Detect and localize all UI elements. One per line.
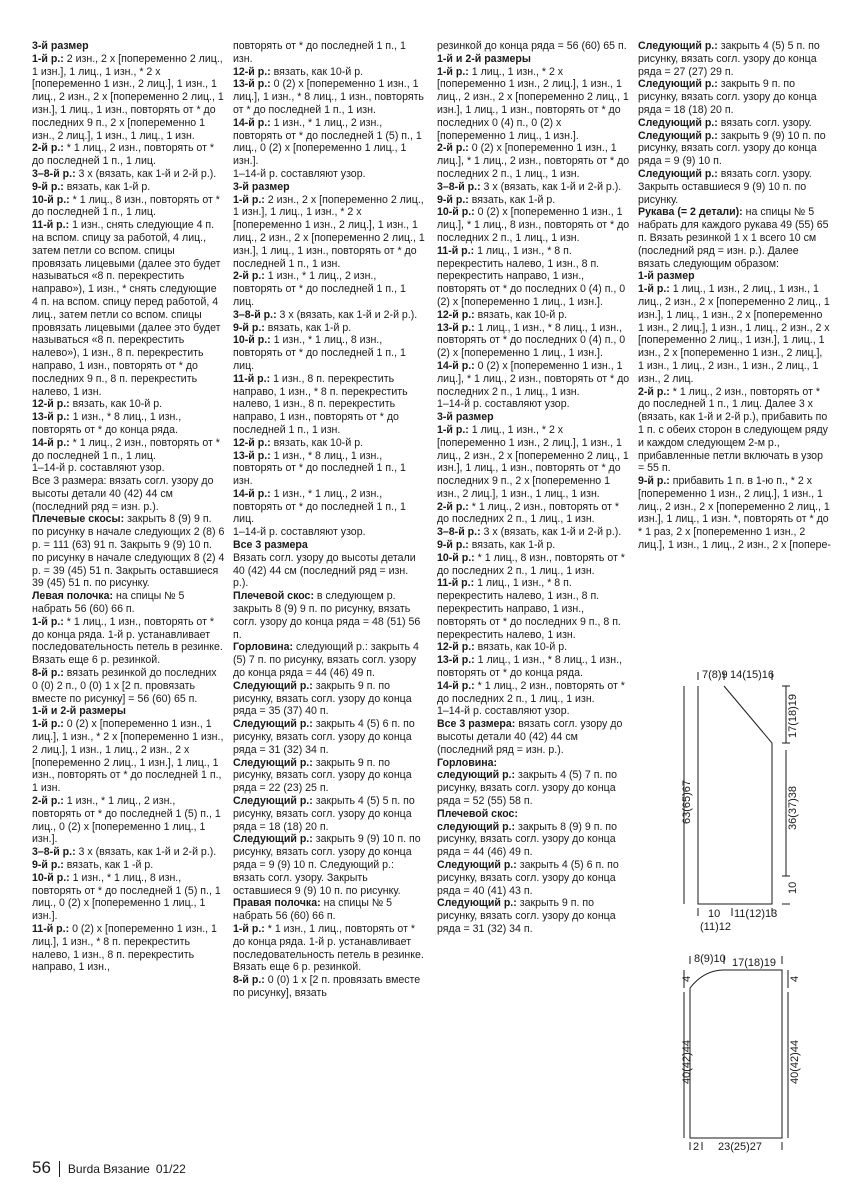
paragraph bbox=[437, 411, 630, 424]
instruction-text: 0 (2) х [попеременно 1 изн., 1 лиц.], 1 изн., * 2 х [попеременно 1 изн., 2 лиц.], 1 изн., 1 лиц., 2 изн., 2 х [попеременно 2 лиц., 1 изн.], 1 лиц., 1 изн., повторять от * до последней 1 п., 1 изн. bbox=[32, 718, 224, 795]
section-heading: 1-й и 2-й размеры bbox=[32, 705, 126, 718]
sleeve-label-height-left: 40(42)44 bbox=[681, 1039, 693, 1084]
paragraph bbox=[437, 53, 630, 66]
instruction-text: на спицы № 5 набрать 56 (60) 66 п. bbox=[32, 590, 185, 616]
paragraph bbox=[437, 552, 630, 578]
paragraph bbox=[437, 859, 630, 897]
row-label: Следующий р.: bbox=[638, 40, 718, 52]
paragraph bbox=[638, 270, 831, 283]
instruction-text: вязать, как 1-й р. bbox=[264, 321, 352, 334]
sleeve-svg bbox=[674, 948, 834, 1164]
row-label: 14-й р.: bbox=[233, 487, 271, 500]
instruction-text: 1 лиц., 1 изн., * 8 лиц., 1 изн., повторять от * до конца ряда. bbox=[437, 654, 623, 680]
paragraph bbox=[437, 206, 630, 244]
row-label: Плечевые скосы: bbox=[32, 513, 125, 526]
paragraph bbox=[437, 757, 630, 770]
paragraph bbox=[32, 437, 225, 463]
paragraph bbox=[233, 437, 426, 450]
instruction-text: 3 х (вязать, как 1-й и 2-й р.). bbox=[480, 180, 622, 193]
paragraph bbox=[437, 424, 630, 501]
row-label: 13-й р.: bbox=[233, 449, 271, 462]
row-label: 9-й р.: bbox=[32, 859, 64, 871]
paragraph bbox=[32, 590, 225, 616]
paragraph bbox=[437, 539, 630, 552]
instruction-text: закрыть 9 п. по рисунку, вязать согл. узору до конца ряда = 18 (18) 20 п. bbox=[638, 78, 817, 116]
row-label: Плечевой скос: bbox=[233, 590, 314, 603]
instruction-text: вязать, как 1-й р. bbox=[468, 539, 556, 552]
row-label: Следующий р.: bbox=[233, 679, 313, 692]
instruction-text: закрыть 9 п. по рисунку, вязать согл. узору до конца ряда = 31 (32) 34 п. bbox=[437, 897, 616, 935]
paragraph bbox=[233, 526, 426, 539]
paragraph bbox=[233, 488, 426, 526]
sleeve-label-cap-left: 4 bbox=[681, 975, 693, 982]
paragraph bbox=[233, 897, 426, 923]
row-label: следующий р.: bbox=[437, 820, 516, 833]
row-label: Правая полочка: bbox=[233, 897, 321, 910]
paragraph bbox=[233, 833, 426, 897]
paragraph bbox=[233, 795, 426, 833]
paragraph bbox=[437, 40, 630, 53]
row-label: Следующий р.: bbox=[638, 167, 718, 180]
paragraph bbox=[233, 552, 426, 590]
paragraph bbox=[638, 386, 831, 476]
row-label: 13-й р.: bbox=[233, 78, 271, 91]
row-label: 1-й р.: bbox=[32, 615, 64, 628]
row-label: 10-й р.: bbox=[437, 206, 475, 219]
row-label: Все 3 размера: bbox=[437, 718, 516, 731]
instruction-text: вязать согл. узору. bbox=[717, 116, 812, 129]
row-label: Левая полочка: bbox=[32, 590, 113, 603]
instruction-text: 1 лиц., 1 изн., * 8 п. перекрестить налево, 1 изн., 8 п. перекрестить направо, 1 изн., повторять от * до последних 9 п., 8 п. перекрестить налево, 1 изн. bbox=[437, 577, 621, 641]
instruction-text: резинкой до конца ряда = 56 (60) 65 п. bbox=[437, 40, 627, 52]
instruction-text: 1 лиц., 1 изн., * 2 х [попеременно 1 изн., 2 лиц.], 1 изн., 1 лиц., 2 изн., 2 х [попеременно 2 лиц., 1 изн.], 1 лиц., 1 изн., повторять от * до последних 9 п., 2 х [попеременно 1 изн., 2 лиц.], 1 изн., 1 лиц., 1 изн. bbox=[437, 423, 629, 500]
sleeve-diagram bbox=[674, 948, 834, 1164]
row-label: 3–8-й р.: bbox=[233, 308, 277, 321]
row-label: 11-й р.: bbox=[437, 577, 475, 590]
row-label: 12-й р.: bbox=[437, 641, 475, 654]
instruction-text: 1 лиц., 1 изн., 2 лиц., 1 изн., 1 лиц., 2 изн., 2 х [попеременно 2 лиц., 1 изн.], 1 лиц., 1 изн., 2 х [попеременно 1 изн., 2 лиц.], 1 изн., 1 лиц., 2 изн., 2 х [попеременно 2 лиц., 1 изн.], 1 лиц., 1 изн., 2 х [попеременно 1 изн., 2 лиц.], 1 изн., 1 лиц., 2 изн., 1 изн., 2 лиц., 1 изн., 2 лиц. bbox=[638, 283, 830, 385]
paragraph bbox=[233, 309, 426, 322]
row-label: 1-й р.: bbox=[437, 65, 469, 78]
row-label: 1-й р.: bbox=[32, 52, 64, 65]
instruction-text: 1–14-й р. составляют узор. bbox=[32, 462, 165, 475]
instruction-text: 1 лиц., 1 изн., * 2 х [попеременно 1 изн., 2 лиц.], 1 изн., 1 лиц., 2 изн., 2 х [попеременно 2 лиц., 1 изн.], 1 лиц., 1 изн., повторять от * до последних 0 (4) п., 0 (2) х [попеременно 1 лиц., 1 изн.]. bbox=[437, 65, 629, 142]
paragraph bbox=[638, 117, 831, 130]
row-label: 8-й р.: bbox=[233, 974, 265, 987]
front-label-shoulder: 17(18)19 bbox=[787, 693, 799, 738]
sleeve-label-top-a: 8(9)10 bbox=[694, 953, 726, 965]
front-label-bottom-a: 10 bbox=[708, 908, 721, 920]
sleeve-label-bottom-a: 2 bbox=[693, 1141, 700, 1153]
text-column-2 bbox=[233, 40, 426, 1000]
row-label: Горловина: bbox=[233, 641, 294, 654]
paragraph bbox=[437, 769, 630, 807]
instruction-text: * 1 лиц., 2 изн., повторять от * до последних 2 п., 1 лиц., 1 изн. bbox=[437, 679, 625, 705]
instruction-text: закрыть 4 (5) 7 п. по рисунку, вязать согл. узору до конца ряда = 52 (55) 58 п. bbox=[437, 769, 617, 808]
row-label: 3–8-й р.: bbox=[437, 180, 481, 193]
instruction-text: закрыть 4 (5) 5 п. по рисунку, вязать согл. узору до конца ряда = 27 (27) 29 п. bbox=[638, 40, 820, 78]
section-heading: 3-й размер bbox=[32, 40, 89, 52]
instruction-text: * 1 лиц., 8 изн., повторять от * до последней 1 п., 1 лиц. bbox=[32, 193, 220, 219]
paragraph bbox=[32, 194, 225, 220]
instruction-text: Вязать согл. узору до высоты детали 40 (42) 44 см (последний ряд = изн. р.). bbox=[233, 551, 416, 590]
row-label: Следующий р.: bbox=[638, 116, 718, 129]
row-label: 1-й р.: bbox=[233, 922, 265, 935]
paragraph bbox=[437, 309, 630, 322]
instruction-text: * 1 лиц., 8 изн., повторять от * до последних 2 п., 1 лиц., 1 изн. bbox=[437, 551, 625, 577]
row-label: 9-й р.: bbox=[233, 321, 265, 334]
front-label-top-b: 14(15)16 bbox=[730, 669, 775, 681]
instruction-text: 3 х (вязать, как 1-й и 2-й р.). bbox=[480, 526, 622, 539]
row-label: 3–8-й р.: bbox=[32, 846, 76, 859]
page-number: 56 bbox=[32, 1158, 51, 1177]
instruction-text: * 1 лиц., 2 изн., повторять от * до последней 1 п., 1 лиц. Далее 3 х (вязать, как 1-й и 2-й р.), прибавить по 1 п. с обеих сторон в следующем ряду и каждом следующем 2-м р., прибавленные петли включать в узор = 55 п. bbox=[638, 385, 828, 475]
paragraph bbox=[233, 373, 426, 437]
paragraph bbox=[437, 641, 630, 654]
row-label: 11-й р.: bbox=[233, 372, 271, 385]
instruction-text: 0 (2) х [попеременно 1 изн., 1 лиц.], * 1 лиц., 2 изн., повторять от * до последних 2 п., 1 лиц., 1 изн. bbox=[437, 359, 630, 398]
instruction-text: 1 изн., * 8 лиц., 1 изн., повторять от * до последней 1 п., 1 изн. bbox=[233, 449, 406, 488]
row-label: Следующий р.: bbox=[437, 859, 517, 871]
row-label: 10-й р.: bbox=[32, 871, 70, 884]
instruction-text: закрыть 9 п. по рисунку, вязать согл. узору до конца ряда = 22 (23) 25 п. bbox=[233, 756, 412, 795]
row-label: Следующий р.: bbox=[638, 129, 718, 142]
front-label-bottom-c: (11)12 bbox=[700, 921, 731, 933]
paragraph bbox=[437, 245, 630, 309]
paragraph bbox=[437, 194, 630, 207]
row-label: 1-й р.: bbox=[32, 718, 64, 731]
instruction-text: 1 изн., 8 п. перекрестить направо, 1 изн., * 8 п. перекрестить налево, 1 изн., 8 п. перекрестить направо, 1 изн., повторять от * до последней 1 п., 1 изн. bbox=[233, 372, 408, 436]
instruction-text: вязать, как 1-й р. bbox=[63, 180, 151, 193]
paragraph bbox=[638, 130, 831, 168]
paragraph bbox=[233, 181, 426, 194]
row-label: Следующий р.: bbox=[233, 718, 313, 731]
row-label: 2-й р.: bbox=[638, 385, 670, 398]
paragraph bbox=[233, 590, 426, 641]
instruction-text: вязать резинкой до последних 0 (0) 2 п., 0 (0) 1 х [2 п. провязать вместе по рисунку] = 56 (60) 65 п. bbox=[32, 667, 217, 705]
paragraph bbox=[32, 795, 225, 846]
sleeve-outline bbox=[690, 970, 782, 1138]
instruction-text: 3 х (вязать, как 1-й и 2-й р.). bbox=[75, 167, 217, 180]
paragraph bbox=[437, 718, 630, 756]
instruction-text: 2 изн., 2 х [попеременно 2 лиц., 1 изн.], 1 лиц., 1 изн., * 2 х [попеременно 1 изн., 2 лиц.], 1 изн., 1 лиц., 2 изн., 2 х [попеременно 2 лиц., 1 изн.], 1 лиц., 1 изн., повторять от * до последних 9 п., 2 х [попеременно 1 изн., 2 лиц.], 1 изн., 1 лиц., 1 изн. bbox=[32, 52, 224, 142]
instruction-text: вязать, как 10-й р. bbox=[474, 641, 568, 654]
instruction-text: 1–14-й р. составляют узор. bbox=[437, 705, 570, 718]
paragraph bbox=[32, 411, 225, 437]
instruction-text: * 1 изн., 1 лиц., повторять от * до конца ряда. 1-й р. устанавливает последовательность петель в резинке. Вязать еще 6 р. резинкой. bbox=[233, 922, 424, 974]
instruction-text: 1 изн., * 1 лиц., 2 изн., повторять от * до последней 1 п., 1 лиц. bbox=[233, 487, 406, 526]
row-label: 10-й р.: bbox=[233, 334, 271, 347]
paragraph bbox=[437, 577, 630, 641]
instruction-text: 1 изн., * 8 лиц., 1 изн., повторять от * до конца ряда. bbox=[32, 411, 182, 436]
instruction-text: вязать, как 10-й р. bbox=[270, 436, 364, 449]
paragraph bbox=[437, 680, 630, 706]
instruction-text: закрыть 4 (5) 5 п. по рисунку, вязать согл. узору до конца ряда = 18 (18) 20 п. bbox=[233, 795, 415, 833]
instruction-text: вязать, как 10-й р. bbox=[270, 65, 364, 78]
section-heading: 3-й размер bbox=[233, 180, 290, 193]
paragraph bbox=[32, 181, 225, 194]
row-label: 9-й р.: bbox=[32, 180, 64, 193]
section-heading: Горловина: bbox=[437, 756, 498, 769]
instruction-text: * 1 лиц., 2 изн., повторять от * до последней 1 п., 1 лиц. bbox=[32, 436, 220, 462]
instruction-text: 0 (2) х [попеременно 1 изн., 1 лиц.], * 1 лиц., 8 изн., повторять от * до последних 2 п., 1 лиц., 1 изн. bbox=[437, 206, 630, 244]
row-label: 12-й р.: bbox=[437, 308, 475, 321]
sleeve-label-height-right: 40(42)44 bbox=[789, 1039, 801, 1084]
paragraph bbox=[32, 398, 225, 411]
paragraph bbox=[437, 322, 630, 360]
instruction-text: вязать, как 10-й р. bbox=[474, 308, 568, 321]
row-label: 12-й р.: bbox=[233, 65, 271, 78]
instruction-text: 3 х (вязать, как 1-й и 2-й р.). bbox=[75, 846, 217, 859]
row-label: 13-й р.: bbox=[32, 411, 70, 424]
row-label: 11-й р.: bbox=[437, 244, 475, 257]
instruction-text: повторять от * до последней 1 п., 1 изн. bbox=[233, 40, 406, 65]
paragraph bbox=[32, 142, 225, 168]
paragraph bbox=[32, 616, 225, 667]
paragraph bbox=[233, 641, 426, 679]
paragraph bbox=[638, 206, 831, 270]
instruction-text: 1–14-й р. составляют узор. bbox=[437, 398, 570, 411]
row-label: Следующий р.: bbox=[638, 78, 718, 91]
paragraph bbox=[233, 450, 426, 488]
row-label: 2-й р.: bbox=[233, 270, 265, 283]
text-column-1 bbox=[32, 40, 225, 974]
row-label: 8-й р.: bbox=[32, 667, 64, 680]
paragraph bbox=[32, 846, 225, 859]
page-footer bbox=[32, 1158, 186, 1180]
row-label: 1-й р.: bbox=[638, 283, 670, 296]
paragraph bbox=[233, 270, 426, 308]
instruction-text: закрыть 9 (9) 10 п. по рисунку, вязать согл. узору до конца ряда = 9 (9) 10 п. bbox=[638, 129, 826, 168]
paragraph bbox=[437, 526, 630, 539]
front-label-bottom-b: 11(12)13 bbox=[734, 908, 778, 920]
paragraph bbox=[32, 667, 225, 705]
issue-number: 01/22 bbox=[155, 1162, 186, 1176]
sleeve-label-top-b: 17(18)19 bbox=[732, 957, 777, 969]
row-label: 1-й р.: bbox=[233, 193, 265, 206]
row-label: 9-й р.: bbox=[638, 475, 670, 488]
sleeve-label-bottom-b: 23(25)27 bbox=[718, 1141, 763, 1153]
instruction-text: прибавить 1 п. в 1-ю п., * 2 х [попеременно 1 изн., 2 лиц.], 1 изн., 1 лиц., 2 изн., 2 х [попеременно 2 лиц., 1 изн.], 1 лиц., 1 изн. *, повторять от * до * 1 раз, 2 х [попеременно 1 изн., 2 лиц.], 1 изн., 1 лиц., 2 изн., 2 х [попере- bbox=[638, 475, 831, 552]
instruction-text: 0 (2) х [попеременно 1 изн., 1 лиц.], 1 изн., * 8 лиц., 1 изн., повторять от * до последней 1 п., 1 изн. bbox=[233, 78, 424, 116]
instruction-text: 1 изн., * 1 лиц., 8 изн., повторять от * до последней 1 (5) п., 1 лиц., 0 (2) х [попеременно 1 лиц., 1 изн.]. bbox=[32, 871, 221, 923]
instruction-text: 1 изн., * 1 лиц., 2 изн., повторять от * до последней 1 (5) п., 1 лиц., 0 (2) х [попеременно 1 лиц., 1 изн.]. bbox=[32, 795, 221, 846]
paragraph bbox=[233, 923, 426, 974]
row-label: 12-й р.: bbox=[32, 398, 70, 411]
instruction-text: закрыть 4 (5) 6 п. по рисунку, вязать согл. узору до конца ряда = 31 (32) 34 п. bbox=[233, 718, 415, 756]
instruction-text: 0 (2) х [попеременно 1 изн., 1 лиц.], 1 изн., * 8 п. перекрестить налево, 1 изн., 8 п. перекрестить направо, 1 изн., bbox=[32, 922, 217, 974]
paragraph bbox=[437, 808, 630, 821]
instruction-text: 1 лиц., 1 изн., * 8 п. перекрестить налево, 1 изн., 8 п. перекрестить направо, 1 изн., повторять от * до последних 0 (4) п., 0 (2) х [попеременно 1 лиц., 1 изн.]. bbox=[437, 244, 626, 308]
row-label: 13-й р.: bbox=[437, 654, 475, 667]
paragraph bbox=[233, 757, 426, 795]
instruction-text: * 1 лиц., 2 изн., повторять от * до последней 1 п., 1 лиц. bbox=[32, 142, 215, 168]
instruction-text: 0 (0) 1 х [2 п. провязать вместе по рисунку], вязать bbox=[233, 974, 421, 999]
row-label: 14-й р.: bbox=[233, 116, 271, 129]
instruction-text: 1 изн., * 1 лиц., 8 изн., повторять от * до последней 1 п., 1 лиц. bbox=[233, 334, 406, 372]
instruction-text: 3 х (вязать, как 1-й и 2-й р.). bbox=[276, 308, 418, 321]
instruction-text: 1 изн., * 1 лиц., 2 изн., повторять от * до последней 1 п., 1 лиц. bbox=[233, 270, 406, 308]
front-piece-diagram bbox=[674, 664, 834, 933]
front-label-side-height: 36(37)38 bbox=[787, 785, 799, 830]
footer-divider bbox=[59, 1161, 60, 1177]
paragraph bbox=[233, 334, 426, 372]
row-label: 2-й р.: bbox=[437, 500, 469, 513]
paragraph bbox=[437, 360, 630, 398]
paragraph bbox=[437, 501, 630, 527]
paragraph bbox=[437, 142, 630, 180]
paragraph bbox=[638, 283, 831, 385]
paragraph bbox=[233, 66, 426, 79]
instruction-text: 1–14-й р. составляют узор. bbox=[233, 167, 366, 180]
section-heading: 1-й размер bbox=[638, 270, 695, 283]
row-label: 9-й р.: bbox=[437, 539, 469, 552]
paragraph bbox=[233, 322, 426, 335]
row-label: 14-й р.: bbox=[437, 679, 475, 692]
text-column-4 bbox=[638, 40, 831, 552]
paragraph bbox=[437, 897, 630, 935]
row-label: 3–8-й р.: bbox=[32, 167, 76, 180]
row-label: 14-й р.: bbox=[32, 436, 70, 449]
row-label: 12-й р.: bbox=[233, 436, 271, 449]
row-label: 10-й р.: bbox=[32, 193, 70, 206]
front-piece-outline bbox=[698, 686, 772, 904]
section-heading: 3-й размер bbox=[437, 411, 494, 424]
paragraph bbox=[32, 462, 225, 475]
paragraph bbox=[233, 78, 426, 116]
paragraph bbox=[233, 718, 426, 756]
row-label: 2-й р.: bbox=[32, 795, 64, 808]
paragraph bbox=[437, 705, 630, 718]
paragraph bbox=[233, 40, 426, 66]
instruction-text: на спицы № 5 набрать для каждого рукава 49 (55) 65 п. Вязать резинкой 1 х 1 всего 10 см (последний ряд = изн. р.). Далее вязать следующим образом: bbox=[638, 206, 829, 270]
row-label: 13-й р.: bbox=[437, 321, 475, 334]
instruction-text: закрыть 8 (9) 9 п. по рисунку в начале следующих 2 (8) 6 р. = 111 (63) 91 п. Закрыть 9 (9) 10 п. по рисунку в начале следующих 8 (2) 4 р. = 39 (45) 51 п. Закрыть оставшиеся 39 (45) 51 п. по рисунку. bbox=[32, 513, 225, 590]
instruction-text: на спицы № 5 набрать 56 (60) 66 п. bbox=[233, 897, 393, 923]
instruction-text: закрыть 9 (9) 10 п. по рисунку, вязать согл. узору до конца ряда = 9 (9) 10 п. Следующий р.: вязать согл. узору. Закрыть оставшиеся 9 (9) 10 п. по рисунку. bbox=[233, 833, 421, 897]
section-heading: 1-й и 2-й размеры bbox=[437, 52, 531, 65]
instruction-text: * 1 лиц., 2 изн., повторять от * до последних 2 п., 1 лиц., 1 изн. bbox=[437, 500, 620, 526]
row-label: Рукава (= 2 детали): bbox=[638, 206, 743, 219]
instruction-text: 0 (2) х [попеременно 1 изн., 1 лиц.], * 1 лиц., 2 изн., повторять от * до последних 2 п., 1 лиц., 1 изн. bbox=[437, 142, 630, 180]
instruction-text: закрыть 9 п. по рисунку, вязать согл. узору до конца ряда = 35 (37) 40 п. bbox=[233, 679, 412, 718]
paragraph bbox=[32, 923, 225, 974]
paragraph bbox=[32, 168, 225, 181]
paragraph bbox=[32, 705, 225, 718]
row-label: 11-й р.: bbox=[32, 922, 70, 935]
row-label: 1-й р.: bbox=[437, 423, 469, 436]
paragraph bbox=[437, 181, 630, 194]
row-label: 3–8-й р.: bbox=[437, 526, 481, 539]
front-label-rib-height: 10 bbox=[787, 881, 799, 894]
row-label: 14-й р.: bbox=[437, 359, 475, 372]
row-label: 10-й р.: bbox=[437, 551, 475, 564]
paragraph bbox=[32, 475, 225, 513]
row-label: 11-й р.: bbox=[32, 219, 70, 232]
front-label-top-a: 7(8)9 bbox=[702, 669, 728, 681]
paragraph bbox=[638, 168, 831, 206]
front-piece-svg bbox=[674, 664, 834, 933]
row-label: Следующий р.: bbox=[233, 833, 313, 846]
front-label-total-height: 63(65)67 bbox=[681, 779, 693, 824]
instruction-text: закрыть 4 (5) 6 п. по рисунку, вязать согл. узору до конца ряда = 40 (41) 43 п. bbox=[437, 859, 619, 897]
paragraph bbox=[638, 40, 831, 78]
paragraph bbox=[32, 872, 225, 923]
section-heading: Плечевой скос: bbox=[437, 807, 518, 820]
magazine-name: Burda Вязание bbox=[67, 1162, 150, 1176]
paragraph bbox=[233, 194, 426, 271]
paragraph bbox=[32, 40, 225, 53]
paragraph bbox=[437, 821, 630, 859]
instruction-text: 1 лиц., 1 изн., * 8 лиц., 1 изн., повторять от * до последних 0 (4) п., 0 (2) х [попеременно 1 лиц., 1 изн.]. bbox=[437, 321, 626, 360]
paragraph bbox=[233, 680, 426, 718]
instruction-text: в следующем р. закрыть 8 (9) 9 п. по рисунку, вязать согл. узору до конца ряда = 48 (51) 56 п. bbox=[233, 590, 421, 641]
instruction-text: вязать согл. узору до высоты детали 40 (42) 44 см (последний ряд = изн. р.). bbox=[437, 718, 623, 756]
row-label: следующий р.: bbox=[437, 769, 516, 782]
paragraph bbox=[233, 117, 426, 168]
instruction-text: закрыть 8 (9) 9 п. по рисунку, вязать согл. узору до конца ряда = 44 (46) 49 п. bbox=[437, 820, 617, 859]
instruction-text: вязать, как 1-й р. bbox=[468, 193, 556, 206]
paragraph bbox=[437, 398, 630, 411]
text-column-3 bbox=[437, 40, 630, 936]
instruction-text: 2 изн., 2 х [попеременно 2 лиц., 1 изн.], 1 лиц., 1 изн., * 2 х [попеременно 1 изн., 2 лиц.], 1 изн., 1 лиц., 2 изн., 2 х [попеременно 2 лиц., 1 изн.], 1 лиц., 1 изн., повторять от * до последней 1 п., 1 изн. bbox=[233, 193, 425, 270]
paragraph bbox=[32, 718, 225, 795]
row-label: Следующий р.: bbox=[437, 897, 517, 910]
paragraph bbox=[233, 168, 426, 181]
paragraph bbox=[32, 513, 225, 590]
paragraph bbox=[437, 654, 630, 680]
instruction-text: вязать, как 10-й р. bbox=[69, 398, 163, 411]
instruction-text: 1 изн., * 1 лиц., 2 изн., повторять от * до последней 1 (5) п., 1 лиц., 0 (2) х [попеременно 1 лиц., 1 изн.]. bbox=[233, 116, 422, 168]
instruction-text: * 1 лиц., 1 изн., повторять от * до конца ряда. 1-й р. устанавливает последовательность петель в резинке. Вязать еще 6 р. резинкой. bbox=[32, 615, 223, 667]
row-label: Следующий р.: bbox=[233, 795, 313, 808]
instruction-text: 1 изн., снять следующие 4 п. на вспом. спицу за работой, 4 лиц., затем петли со вспом. спицы провязать лицевыми (далее это будет называться «8 п. перекрестить направо»), 1 изн., * снять следующие 4 п. на вспом. спицу перед работой, 4 лиц., затем петли со вспом. спицы провязать лицевыми (далее это будет называться «8 п. перекрестить налево»), 1 изн., 8 п. перекрестить направо, 1 изн., повторять от * до последних 9 п., 8 п. перекрестить налево, 1 изн. bbox=[32, 219, 221, 398]
paragraph bbox=[638, 78, 831, 116]
instruction-text: вязать, как 1 -й р. bbox=[63, 859, 154, 871]
paragraph bbox=[233, 539, 426, 552]
instruction-text: Все 3 размера: вязать согл. узору до высоты детали 40 (42) 44 см (последний ряд = изн. р.). bbox=[32, 475, 214, 513]
section-heading: Все 3 размера bbox=[233, 539, 308, 552]
paragraph bbox=[437, 66, 630, 143]
instruction-text: вязать согл. узору. Закрыть оставшиеся 9 (9) 10 п. по рисунку. bbox=[638, 167, 812, 206]
paragraph bbox=[233, 974, 426, 1000]
row-label: 9-й р.: bbox=[437, 193, 469, 206]
row-label: 2-й р.: bbox=[32, 142, 64, 155]
instruction-text: 1–14-й р. составляют узор. bbox=[233, 526, 366, 539]
instruction-text: следующий р.: закрыть 4 (5) 7 п. по рисунку, вязать согл. узору до конца ряда = 44 (46) 49 п. bbox=[233, 641, 419, 680]
paragraph bbox=[638, 475, 831, 552]
row-label: Следующий р.: bbox=[233, 756, 313, 769]
paragraph bbox=[32, 859, 225, 872]
sleeve-label-cap-right: 4 bbox=[789, 975, 801, 982]
paragraph bbox=[32, 219, 225, 398]
row-label: 2-й р.: bbox=[437, 142, 469, 155]
paragraph bbox=[32, 53, 225, 143]
